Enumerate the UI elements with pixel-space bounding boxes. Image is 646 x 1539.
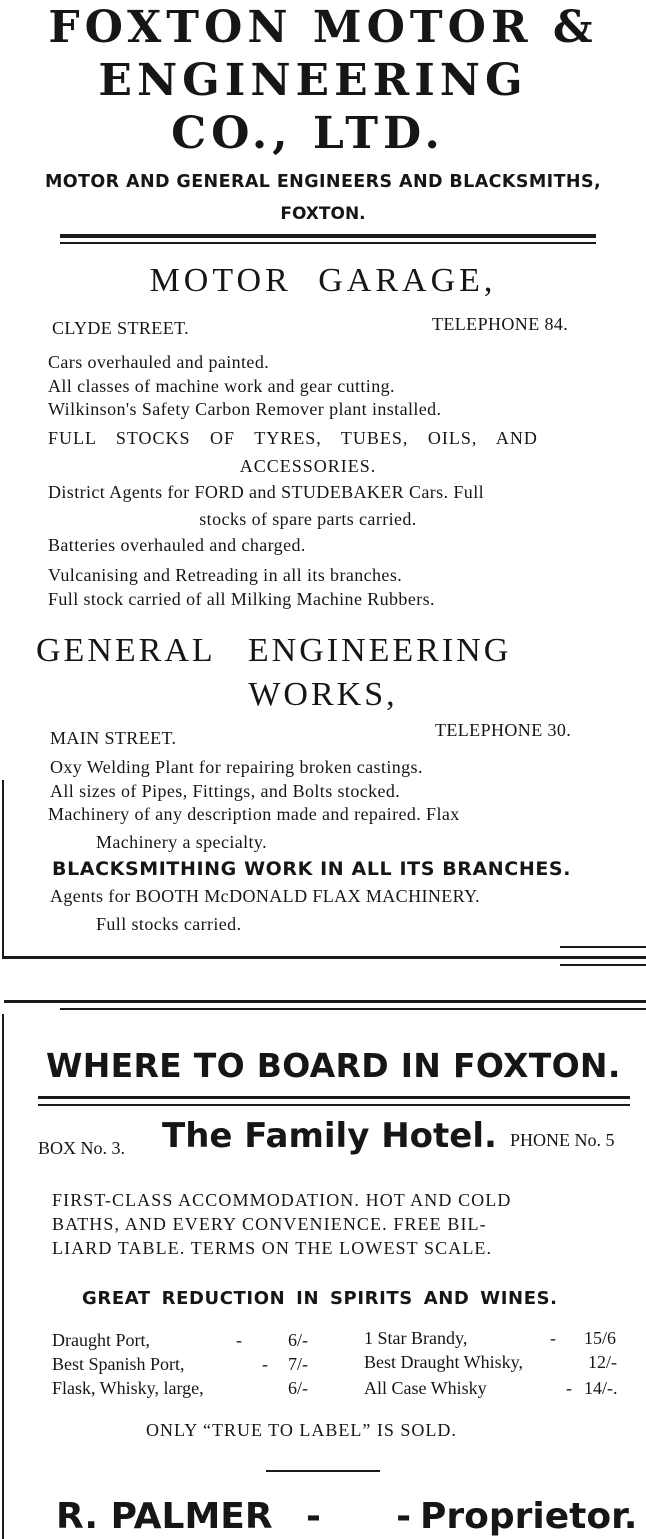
price-value: 7/- [288,1354,308,1374]
accommodation-line: LIARD TABLE. TERMS ON THE LOWEST SCALE. [52,1238,493,1258]
works-heading-line-2: WORKS, [248,676,398,713]
ad2-top-rule [4,1000,646,1003]
price-value: 6/- [288,1330,308,1350]
ad1-bottom-rule-right-2 [560,964,646,966]
garage-line: Cars overhauled and painted. [48,352,270,372]
accommodation-line: FIRST-CLASS ACCOMMODATION. HOT AND COLD [52,1190,512,1210]
divider-double-bottom [60,242,596,244]
ad2-left-border [2,1014,4,1539]
works-heading-line-1: GENERAL ENGINEERING [36,632,512,669]
works-blacksmithing-line: BLACKSMITHING WORK IN ALL ITS BRANCHES. [52,858,572,880]
company-subtitle-line-1: MOTOR AND GENERAL ENGINEERS AND BLACKSMITHS, [44,172,602,192]
price-item: Best Spanish Port, [52,1354,185,1374]
works-street: MAIN STREET. [50,728,177,748]
true-to-label-line: ONLY “TRUE TO LABEL” IS SOLD. [146,1420,457,1440]
works-line: All sizes of Pipes, Fittings, and Bolts stocked. [50,781,401,801]
divider-double-top [60,234,596,238]
works-line: Machinery a specialty. [96,832,268,852]
company-name-line-1: FOXTON MOTOR & [48,2,598,53]
board-heading-rule [38,1096,630,1099]
price-dash: - [262,1354,268,1374]
ad1-bottom-rule-right [560,946,646,948]
ad1-left-border [2,780,4,958]
garage-telephone: TELEPHONE 84. [432,314,569,334]
accommodation-line: BATHS, AND EVERY CONVENIENCE. FREE BIL- [52,1214,487,1234]
price-value: 15/6 [584,1328,617,1348]
proprietor-name: R. PALMER [56,1496,273,1537]
price-value: 12/- [588,1352,617,1372]
works-line: Machinery of any description made and repaired. Flax [48,804,460,824]
garage-line: District Agents for FORD and STUDEBAKER Cars. Full [48,482,484,502]
ad1-bottom-rule [2,956,646,959]
works-line: Oxy Welding Plant for repairing broken castings. [50,757,423,777]
board-heading-rule-2 [38,1104,630,1106]
reduction-line: GREAT REDUCTION IN SPIRITS AND WINES. [82,1288,558,1309]
works-telephone: TELEPHONE 30. [435,720,572,740]
proprietor-dashes: - - [306,1496,412,1537]
garage-street: CLYDE STREET. [52,318,190,338]
price-item: Flask, Whisky, large, [52,1378,204,1398]
price-item: 1 Star Brandy, [364,1328,468,1348]
company-subtitle-line-2: FOXTON. [280,204,366,224]
price-dash: - [566,1378,572,1398]
garage-line: Full stock carried of all Milking Machine Rubbers. [48,589,435,609]
price-item: Best Draught Whisky, [364,1352,523,1372]
works-line: Full stocks carried. [96,914,242,934]
ad2-top-rule-2 [60,1008,646,1010]
works-line: Agents for BOOTH McDONALD FLAX MACHINERY. [50,886,481,906]
company-name-line-3: CO., LTD. [171,108,445,159]
price-dash: - [550,1328,556,1348]
garage-heading: MOTOR GARAGE, [149,262,497,299]
garage-line: All classes of machine work and gear cutting. [48,376,395,396]
price-dash: - [236,1330,242,1350]
garage-line: stocks of spare parts carried. [199,509,417,529]
price-item: Draught Port, [52,1330,150,1350]
price-value: 6/- [288,1378,308,1398]
company-name-line-2: ENGINEERING [98,55,528,106]
proprietor-divider [266,1470,380,1472]
board-heading: WHERE TO BOARD IN FOXTON. [46,1046,621,1085]
garage-line: Wilkinson's Safety Carbon Remover plant installed. [48,399,442,419]
proprietor-title: Proprietor. [420,1496,638,1537]
price-item: All Case Whisky [364,1378,487,1398]
hotel-phone: PHONE No. 5 [510,1130,615,1150]
garage-line: FULL STOCKS OF TYRES, TUBES, OILS, AND [48,428,538,448]
hotel-name: The Family Hotel. [162,1116,497,1156]
garage-line: Batteries overhauled and charged. [48,535,306,555]
garage-line: ACCESSORIES. [239,456,377,476]
price-value: 14/-. [584,1378,618,1398]
garage-line: Vulcanising and Retreading in all its branches. [48,565,403,585]
hotel-box-number: BOX No. 3. [38,1138,126,1158]
